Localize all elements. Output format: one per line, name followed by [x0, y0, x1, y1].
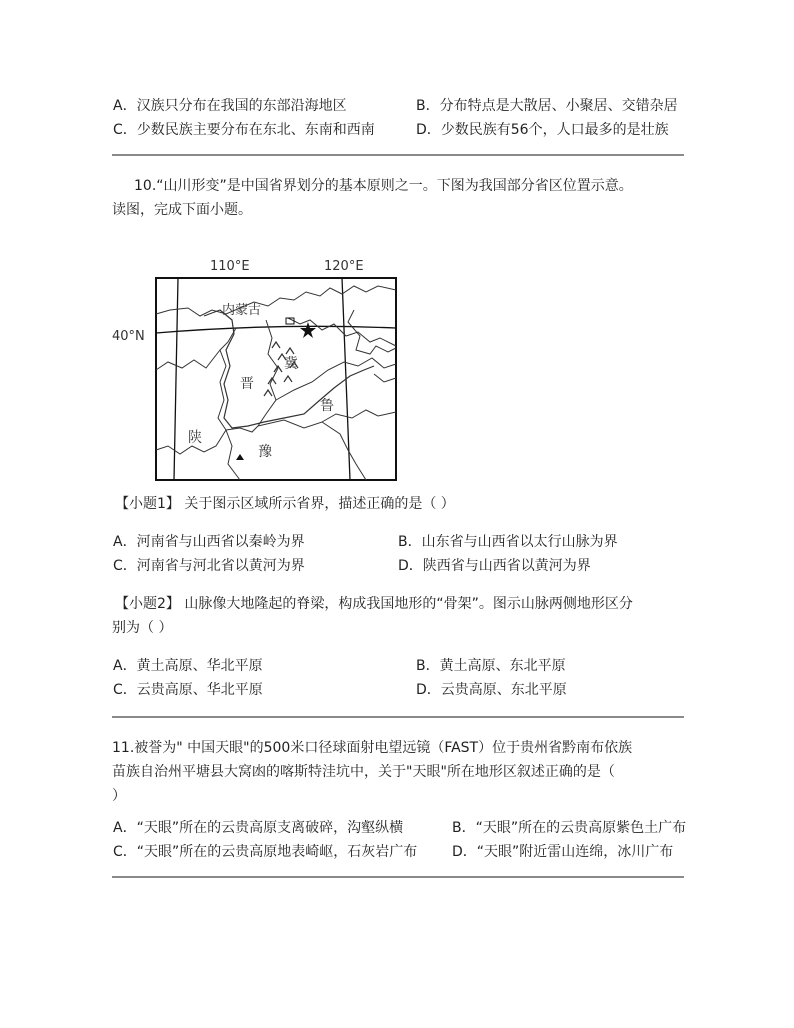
q11-option-d: D．“天眼”附近雷山连绵，冰川广布	[452, 844, 674, 860]
meridian-110	[174, 278, 178, 480]
q11-stem-line3: ）	[112, 788, 126, 804]
border-henan-west	[226, 430, 240, 480]
q9-option-a: A．汉族只分布在我国的东部沿海地区	[113, 98, 347, 114]
coastline	[348, 310, 396, 354]
separator-rule	[112, 876, 684, 878]
sub2-option-d: D．云贵高原、东北平原	[416, 682, 567, 698]
label-jin: 晋	[240, 376, 254, 392]
sub2-option-c: C．云贵高原、华北平原	[113, 682, 263, 698]
border-hebei-north	[288, 318, 396, 346]
separator-rule	[112, 716, 684, 718]
label-lu: 鲁	[320, 398, 334, 414]
lat-40-label: 40°N	[112, 329, 145, 344]
parallel-40	[156, 326, 396, 333]
border-shaanxi-north	[156, 350, 220, 370]
landmark-triangle	[236, 454, 244, 460]
sub1-option-a: A．河南省与山西省以秦岭为界	[113, 534, 305, 550]
q11-option-c: C．“天眼”所在的云贵高原地表崎岖，石灰岩广布	[113, 844, 418, 860]
q11-stem-line2: 苗族自治州平塘县大窝凼的喀斯特洼坑中，关于"天眼"所在地形区叙述正确的是（	[112, 764, 615, 780]
label-ji: 冀	[284, 356, 298, 372]
lon-110-label: 110°E	[210, 259, 250, 274]
label-yu: 豫	[258, 444, 272, 460]
coastline-peninsula	[374, 374, 396, 382]
map-frame	[156, 278, 396, 480]
sub2-option-b: B．黄土高原、东北平原	[416, 658, 566, 674]
border-shanxi-west	[218, 328, 236, 430]
separator-rule	[112, 154, 684, 156]
border-shanxi-east	[258, 320, 278, 426]
lon-120-label: 120°E	[324, 259, 364, 274]
q11-option-b: B．“天眼”所在的云贵高原紫色土广布	[452, 820, 687, 836]
province-map	[108, 250, 408, 490]
sub1-option-c: C．河南省与河北省以黄河为界	[113, 558, 305, 574]
q10-stem-line1: 10.“山川形变”是中国省界划分的基本原则之一。下图为我国部分省区位置示意。	[134, 178, 633, 194]
q11-option-a: A．“天眼”所在的云贵高原支离破碎，沟壑纵横	[113, 820, 404, 836]
q9-option-d: D．少数民族有56个，人口最多的是壮族	[416, 122, 669, 138]
q9-option-b: B．分布特点是大散居、小聚居、交错杂居	[416, 98, 678, 114]
border-nmg	[156, 286, 396, 316]
sub1-option-b: B．山东省与山西省以太行山脉为界	[398, 534, 618, 550]
sub2-stem-line2: 别为（ ）	[112, 620, 173, 636]
beijing-star	[300, 322, 316, 338]
sub1-stem: 【小题1】 关于图示区域所示省界，描述正确的是（ ）	[115, 496, 455, 512]
q10-stem-line2: 读图，完成下面小题。	[112, 202, 252, 218]
label-nmg: 内蒙古	[222, 303, 262, 318]
sub1-option-d: D．陕西省与山西省以黄河为界	[398, 558, 591, 574]
q9-option-c: C．少数民族主要分布在东北、东南和西南	[113, 122, 375, 138]
q11-stem-line1: 11.被誉为" 中国天眼"的500米口径球面射电望远镜（FAST）位于贵州省黔南布依族	[112, 740, 633, 756]
sub2-stem-line1: 【小题2】 山脉像大地隆起的脊梁，构成我国地形的“骨架”。图示山脉两侧地形区分	[115, 596, 633, 612]
label-shaan: 陕	[188, 430, 202, 446]
sub2-option-a: A．黄土高原、华北平原	[113, 658, 263, 674]
